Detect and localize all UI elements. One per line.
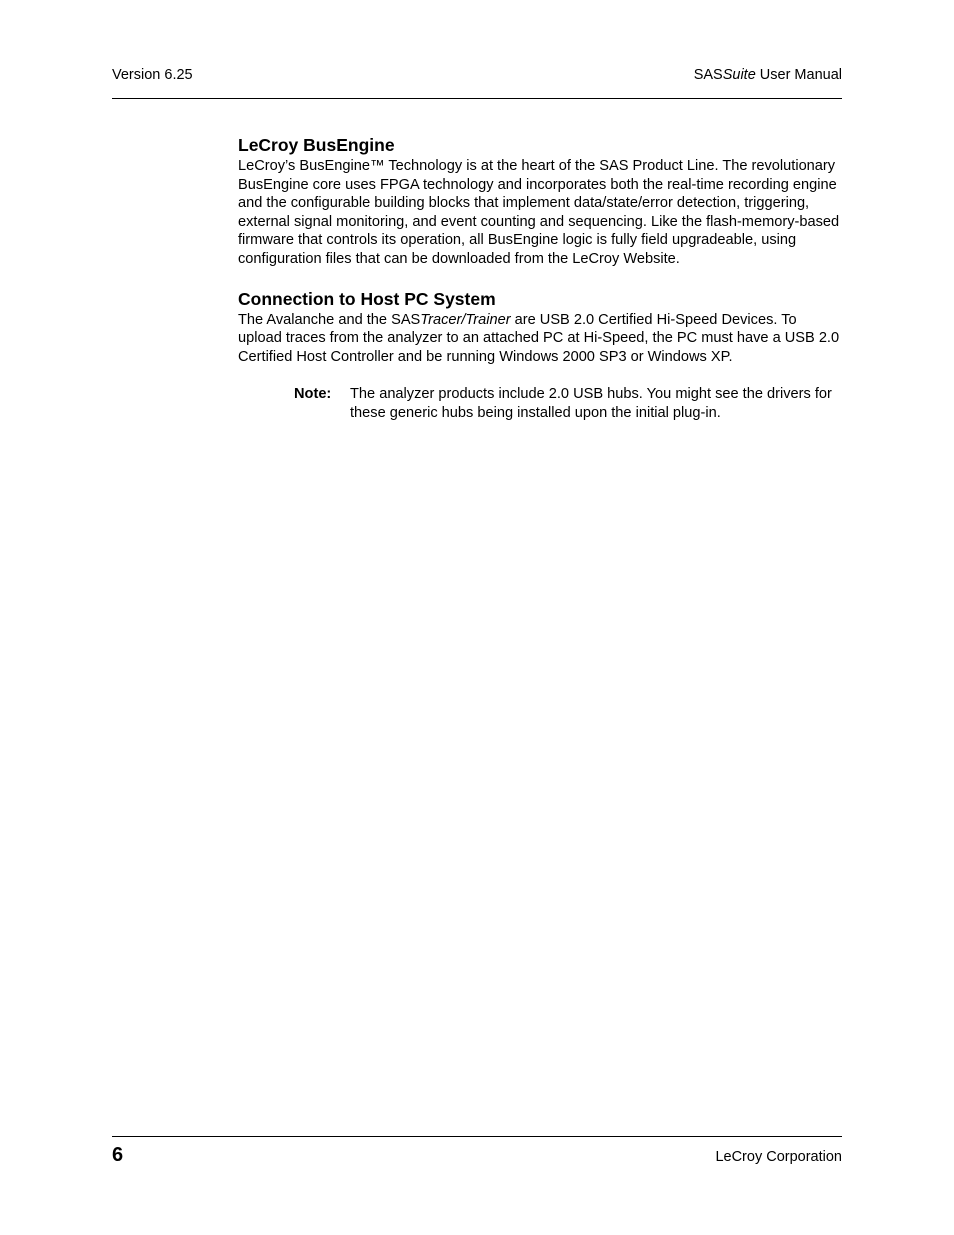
host-body-part2: are USB 2.0 Certified Hi-Speed Devices. To upload traces from the analyzer to an attached PC at Hi-Speed, the PC must have a USB 2.0 Certified Host Controller and be running Windows 2000 SP3 or Windows XP.: [238, 311, 840, 365]
host-body-part1: The Avalanche and the SAS: [238, 311, 421, 328]
header-manual-title: [694, 66, 842, 84]
section-busengine-body: LeCroy’s BusEngine™ Technology is at the heart of the SAS Product Line. The revolutionary BusEngine core uses FPGA technology and incorporates both the real-time recording engine and the configurable building blocks that implement data/state/error detection, triggering, external signal monitoring, and event counting and sequencing. Like the flash-memory-based firmware that controls its operation, all BusEngine logic is fully field upgradeable, using configuration files that can be downloaded from the LeCroy Website.: [238, 158, 840, 267]
footer-divider: [112, 1136, 842, 1137]
note-label: Note:: [294, 386, 332, 403]
section-busengine-heading: LeCroy BusEngine: [238, 135, 395, 155]
section-busengine: [238, 134, 844, 269]
manual-title-suffix: User Manual: [755, 67, 842, 83]
manual-title-italic: Suite: [722, 67, 756, 83]
host-body-italic: Tracer/Trainer: [420, 311, 511, 328]
header-version: Version 6.25: [112, 67, 193, 83]
note-text: The analyzer products include 2.0 USB hubs. You might see the drivers for these generic hubs being installed upon the initial plug-in.: [350, 386, 832, 421]
manual-title-prefix: SAS: [693, 67, 723, 83]
section-host-connection-heading: Connection to Host PC System: [238, 288, 496, 309]
section-host-connection: [238, 288, 844, 367]
page-number: 6: [112, 1144, 124, 1166]
header-divider: [112, 98, 842, 99]
page-content: [238, 134, 844, 423]
section-host-connection-body: [238, 311, 844, 367]
note-block: [294, 385, 844, 422]
footer-company: LeCroy Corporation: [715, 1149, 842, 1165]
